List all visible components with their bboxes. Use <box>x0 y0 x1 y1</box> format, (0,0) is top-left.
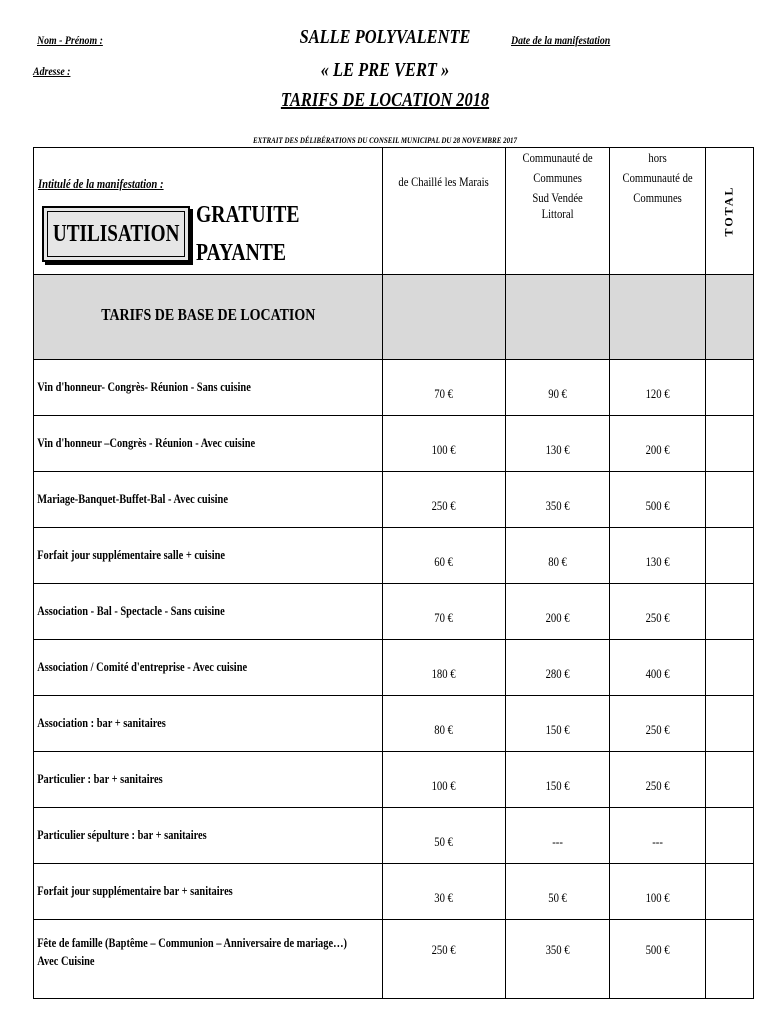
row-label: Association / Comité d'entreprise - Avec cuisine <box>37 659 248 674</box>
price-hors-communaute: 500 € <box>645 942 670 957</box>
adresse-label: Adresse : <box>33 64 71 78</box>
price-chaille: 100 € <box>432 778 457 793</box>
total-cell[interactable] <box>705 920 753 999</box>
col-b-line3: Sud Vendée Littoral <box>531 190 583 221</box>
nom-prenom-label: Nom - Prénom : <box>37 33 103 47</box>
table-row <box>34 640 754 696</box>
price-hors-communaute: 500 € <box>645 498 670 513</box>
price-chaille: 50 € <box>434 834 454 849</box>
row-label: Association : bar + sanitaires <box>37 715 166 730</box>
price-communaute: 50 € <box>547 890 567 905</box>
row-label: Particulier sépulture : bar + sanitaires <box>37 827 207 842</box>
total-cell[interactable] <box>705 864 753 920</box>
table-row <box>34 584 754 640</box>
title-tarifs: TARIFS DE LOCATION 2018 <box>280 89 490 111</box>
price-communaute: 150 € <box>545 722 570 737</box>
row-label-line1: Fête de famille (Baptême – Communion – Anniversaire de mariage…) <box>37 935 347 950</box>
price-communaute: 280 € <box>545 666 570 681</box>
table-row <box>34 752 754 808</box>
band-title: TARIFS DE BASE DE LOCATION <box>101 305 316 324</box>
total-cell[interactable] <box>705 808 753 864</box>
table-row <box>34 528 754 584</box>
price-chaille: 30 € <box>434 890 454 905</box>
title-lieu: « LE PRE VERT » <box>320 59 450 81</box>
price-chaille: 250 € <box>432 498 457 513</box>
row-label: Mariage-Banquet-Buffet-Bal - Avec cuisine <box>37 491 228 506</box>
price-communaute: 150 € <box>545 778 570 793</box>
price-chaille: 80 € <box>434 722 454 737</box>
table-row <box>34 472 754 528</box>
row-label-line2: Avec Cuisine <box>37 953 95 968</box>
col-a-label: de Chaillé les Marais <box>398 174 490 189</box>
utilisation-box <box>42 206 190 262</box>
table-row <box>34 416 754 472</box>
total-cell[interactable] <box>705 752 753 808</box>
total-cell[interactable] <box>705 696 753 752</box>
price-communaute: 90 € <box>547 386 567 401</box>
price-communaute: 350 € <box>545 498 570 513</box>
price-hors-communaute: 130 € <box>645 554 670 569</box>
row-label: Vin d'honneur- Congrès- Réunion - Sans cuisine <box>37 379 251 394</box>
price-hors-communaute: 250 € <box>645 778 670 793</box>
row-label <box>34 920 347 970</box>
price-chaille: 100 € <box>432 442 457 457</box>
total-label: TOTAL <box>721 185 736 237</box>
column-header-communaute <box>505 148 609 275</box>
col-c-line3: Communes <box>633 190 682 205</box>
column-header-hors-communaute <box>609 148 705 275</box>
table-row <box>34 808 754 864</box>
table-header-row <box>34 148 754 275</box>
col-c-line2: Communauté de <box>622 170 693 185</box>
price-communaute: 350 € <box>545 942 570 957</box>
option-payante[interactable]: PAYANTE <box>196 240 287 266</box>
row-label: Association - Bal - Spectacle - Sans cuisine <box>37 603 225 618</box>
price-hors-communaute: --- <box>652 834 663 849</box>
total-cell[interactable] <box>705 584 753 640</box>
table-row <box>34 360 754 416</box>
total-cell[interactable] <box>705 360 753 416</box>
band-row <box>34 275 754 360</box>
table-row <box>34 696 754 752</box>
column-header-total <box>705 148 753 275</box>
date-manifestation-label: Date de la manifestation <box>511 33 611 47</box>
price-chaille: 70 € <box>434 610 454 625</box>
price-communaute: --- <box>551 834 563 849</box>
intitule-label: Intitulé de la manifestation : <box>38 176 164 191</box>
col-c-line1: hors <box>648 150 667 165</box>
price-chaille: 180 € <box>432 666 457 681</box>
price-chaille: 70 € <box>434 386 454 401</box>
price-communaute: 200 € <box>545 610 570 625</box>
price-communaute: 80 € <box>547 554 567 569</box>
column-header-chaille <box>383 148 505 275</box>
table-row <box>34 864 754 920</box>
price-hors-communaute: 250 € <box>645 722 670 737</box>
table-row <box>34 920 754 999</box>
row-label: Forfait jour supplémentaire salle + cuisine <box>37 547 226 562</box>
price-hors-communaute: 200 € <box>645 442 670 457</box>
extrait-deliberations: EXTRAIT DES DÉLIBÉRATIONS DU CONSEIL MUNICIPAL DU 28 NOVEMBRE 2017 <box>252 135 518 145</box>
option-gratuite[interactable]: GRATUITE <box>196 202 300 228</box>
row-label: Forfait jour supplémentaire bar + sanitaires <box>37 883 233 898</box>
title-salle: SALLE POLYVALENTE <box>299 26 471 48</box>
price-communaute: 130 € <box>545 442 570 457</box>
manifestation-cell <box>34 148 383 275</box>
price-chaille: 60 € <box>434 554 454 569</box>
total-cell[interactable] <box>705 528 753 584</box>
col-b-line2: Communes <box>532 170 582 185</box>
col-b-line1: Communauté de <box>522 150 593 165</box>
price-chaille: 250 € <box>432 942 457 957</box>
utilisation-label: UTILISATION <box>52 220 180 247</box>
total-cell[interactable] <box>705 640 753 696</box>
row-label: Particulier : bar + sanitaires <box>37 771 163 786</box>
price-hors-communaute: 120 € <box>645 386 670 401</box>
price-hors-communaute: 100 € <box>645 890 670 905</box>
total-cell[interactable] <box>705 472 753 528</box>
price-hors-communaute: 400 € <box>645 666 670 681</box>
row-label: Vin d'honneur –Congrès - Réunion - Avec cuisine <box>37 435 256 450</box>
total-cell[interactable] <box>705 416 753 472</box>
tarifs-table <box>33 147 754 999</box>
price-hors-communaute: 250 € <box>645 610 670 625</box>
